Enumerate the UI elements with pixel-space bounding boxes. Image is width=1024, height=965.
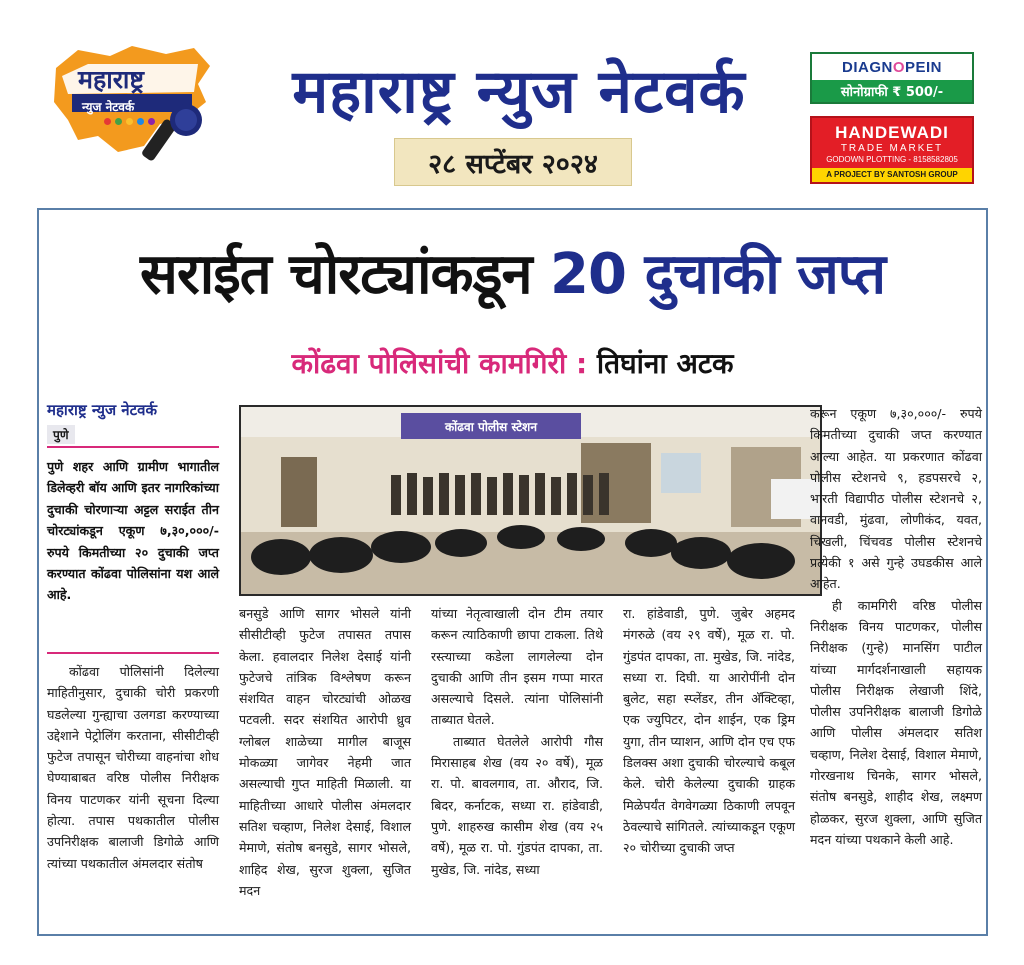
paragraph: रा. हांडेवाडी, पुणे. जुबेर अहमद मंगरुळे (वय २९ वर्षे), मूळ रा. पो. गुंडपंत दापका, ता. मुखेड, जि. नांदेड, सध्या रा. दिघी. या आरोपींनी दोन बुलेट, सहा स्प्लेंडर, तीन अ‍ॅक्टिव्हा, एक ज्युपिटर, दोन शाईन, एक ड्रिम युगा, तीन प्याशन, आणि दोन एच एफ डिलक्स अशा दुचाकी चोरल्याचे कबूल केले. चोरी केलेल्या दुचाकी ग्राहक मिळेपर्यंत वेगवेगळ्या ठिकाणी लपवून ठेवल्याचे सांगितले. त्यांच्याकडून एकूण २० चोरीच्या दुचाकी जप्त xyxy=(623,606,795,856)
ad-brand-part: PEIN xyxy=(905,58,943,76)
brand-logo[interactable] xyxy=(48,40,216,170)
ad-diagnopein-tagline: सोनोग्राफी ₹ 500/- xyxy=(812,80,972,102)
photo-sign-text: कोंढवा पोलीस स्टेशन xyxy=(444,420,538,434)
logo-text-secondary: न्युज नेटवर्क xyxy=(82,100,135,114)
article-column-2 xyxy=(239,603,411,901)
article-photo[interactable] xyxy=(239,405,822,596)
logo-dots xyxy=(104,118,155,125)
edition-date: २८ सप्टेंबर २०२४ xyxy=(394,138,632,186)
site-title: महाराष्ट्र न्युज नेटवर्क xyxy=(292,57,746,127)
article-column-3 xyxy=(431,603,603,880)
article-byline xyxy=(47,400,219,444)
headline-part-black: सराईत चोरट्यांकडून xyxy=(139,242,532,307)
paragraph: ताब्यात घेतलेले आरोपी गौस मिरासाहब शेख (वय २० वर्षे), मूळ रा. पो. बावलगाव, ता. औराद, जि. बिदर, कर्नाटक, सध्या रा. हांडेवाडी, पुणे. शाहरुख कासीम शेख (वय २५ वर्षे), मूळ रा. पो. गुंडपंत दापका, ता. मुखेड, जि. नांदेड, सध्या xyxy=(431,733,603,877)
ad-handewadi-phone: GODOWN PLOTTING - 8158582805 xyxy=(826,155,958,164)
headline-part-blue: 20 दुचाकी जप्त xyxy=(550,242,885,307)
article-column-5 xyxy=(810,403,982,850)
ad-handewadi-title: HANDEWADI xyxy=(835,123,949,142)
ad-handewadi-footer: A PROJECT BY SANTOSH GROUP xyxy=(812,168,972,182)
paragraph: यांच्या नेतृत्वाखाली दोन टीम तयार करून त्याठिकाणी छापा टाकला. तिथे रस्त्याच्या कडेला लागलेल्या दोन दुचाकी आणि तीन इसम गप्पा मारत असल्याचे दिसले. त्यांना पोलिसांनी ताब्यात घेतले. xyxy=(431,606,603,728)
ad-handewadi[interactable] xyxy=(810,116,974,184)
paragraph: करून एकूण ७,३०,०००/- रुपये किमतीच्या दुचाकी जप्त करण्यात आल्या आहेत. या प्रकरणात कोंढवा पोलीस स्टेशनचे ९, हडपसरचे २, भारती विद्यापीठ पोलीस स्टेशनचे २, वानवडी, मुंढवा, लोणीकंद, यवत, चिखली, चिंचवड पोलीस स्टेशनचे प्रत्येकी १ असे गुन्हे उघडकीस आले आहेत. xyxy=(810,406,982,592)
police-station-photo-icon xyxy=(241,407,820,594)
byline-name: महाराष्ट्र न्युज नेटवर्क xyxy=(47,401,158,419)
divider xyxy=(47,652,219,654)
ad-brand-part: O xyxy=(892,58,905,76)
logo-dot xyxy=(137,118,144,125)
logo-dot xyxy=(126,118,133,125)
ad-handewadi-subtitle: TRADE MARKET xyxy=(840,143,944,154)
ad-diagnopein-brand xyxy=(812,54,972,80)
article-subheadline xyxy=(39,344,986,382)
divider xyxy=(47,446,219,448)
subhead-part-black: तिघांना अटक xyxy=(596,347,734,380)
logo-dot xyxy=(104,118,111,125)
paragraph: बनसुडे आणि सागर भोसले यांनी सीसीटीव्ही फुटेज तपासत तपास केला. हवालदार निलेश देसाई यांनी फुटेजचे तांत्रिक विश्लेषण करून संशयित वाहन चोरट्यांची ओळख पटवली. सदर संशयित आरोपी ध्रुव ग्लोबल शाळेच्या मागील बाजूस मोकळ्या जागेवर नेहमी जात असल्याची गुप्त माहिती मिळाली. या माहितीच्या आधारे पोलीस अंमलदार सतिश चव्हाण, निलेश देसाई, विशाल मेमाणे, संतोष बनसुडे, सागर भोसले, शाहिद शेख, सुरज शुक्ला, सुजित मदन xyxy=(239,606,411,898)
ad-brand-part: DIAGN xyxy=(841,58,893,76)
article-column-1 xyxy=(47,661,219,874)
logo-dot xyxy=(148,118,155,125)
ad-diagnopein[interactable] xyxy=(810,52,974,104)
paragraph: ही कामगिरी वरिष्ठ पोलीस निरीक्षक विनय पाटणकर, पोलीस निरीक्षक (गुन्हे) मानसिंग पाटील यांच्या मार्गदर्शनाखाली सहायक पोलीस निरीक्षक लेखाजी शिंदे, पोलीस उपनिरीक्षक बालाजी डिगोळे आणि पोलीस अंमलदार सतिश चव्हाण, निलेश देसाई, विशाल मेमाणे, गोरखनाथ चिनके, सागर भोसले, संतोष बनसुडे, शाहीद शेख, लक्ष्मण होळकर, सुरज शुक्ला, आणि सुजित मदन यांच्या पथकाने केली आहे. xyxy=(810,597,982,847)
subhead-part-pink: कोंढवा पोलिसांची कामगिरी : xyxy=(291,347,588,380)
article-column-4 xyxy=(623,603,795,859)
paragraph: कोंढवा पोलिसांनी दिलेल्या माहितीनुसार, दुचाकी चोरी प्रकरणी घडलेल्या गुन्ह्याचा उलगडा करण्याच्या उद्देशाने पेट्रोलिंग करताना, सीसीटीव्ही फुटेज तपासून चोरीच्या वाहनांचा शोध घेण्याबाबत वरिष्ठ पोलीस निरीक्षक विनय पाटणकर यांनी सूचना दिल्या होत्या. तपास पथकातील पोलीस उपनिरीक्षक बालाजी डिगोळे आणि त्यांच्या पथकातील अंमलदार संतोष xyxy=(47,664,219,871)
masthead xyxy=(0,0,1024,200)
byline-city: पुणे xyxy=(47,425,75,444)
logo-dot xyxy=(115,118,122,125)
article-lead: पुणे शहर आणि ग्रामीण भागातील डिलेव्हरी बॉय आणि इतर नागरिकांच्या दुचाकी चोरणाऱ्या अट्टल सराईत तीन चोरट्यांकडून एकूण ७,३०,०००/- रुपये किमतीच्या २० दुचाकी जप्त करण्यात कोंढवा पोलिसांना यश आले आहे. xyxy=(47,459,219,603)
article-headline xyxy=(39,234,986,310)
logo-text-primary: महाराष्ट्र xyxy=(78,65,145,94)
article-frame xyxy=(37,208,988,936)
